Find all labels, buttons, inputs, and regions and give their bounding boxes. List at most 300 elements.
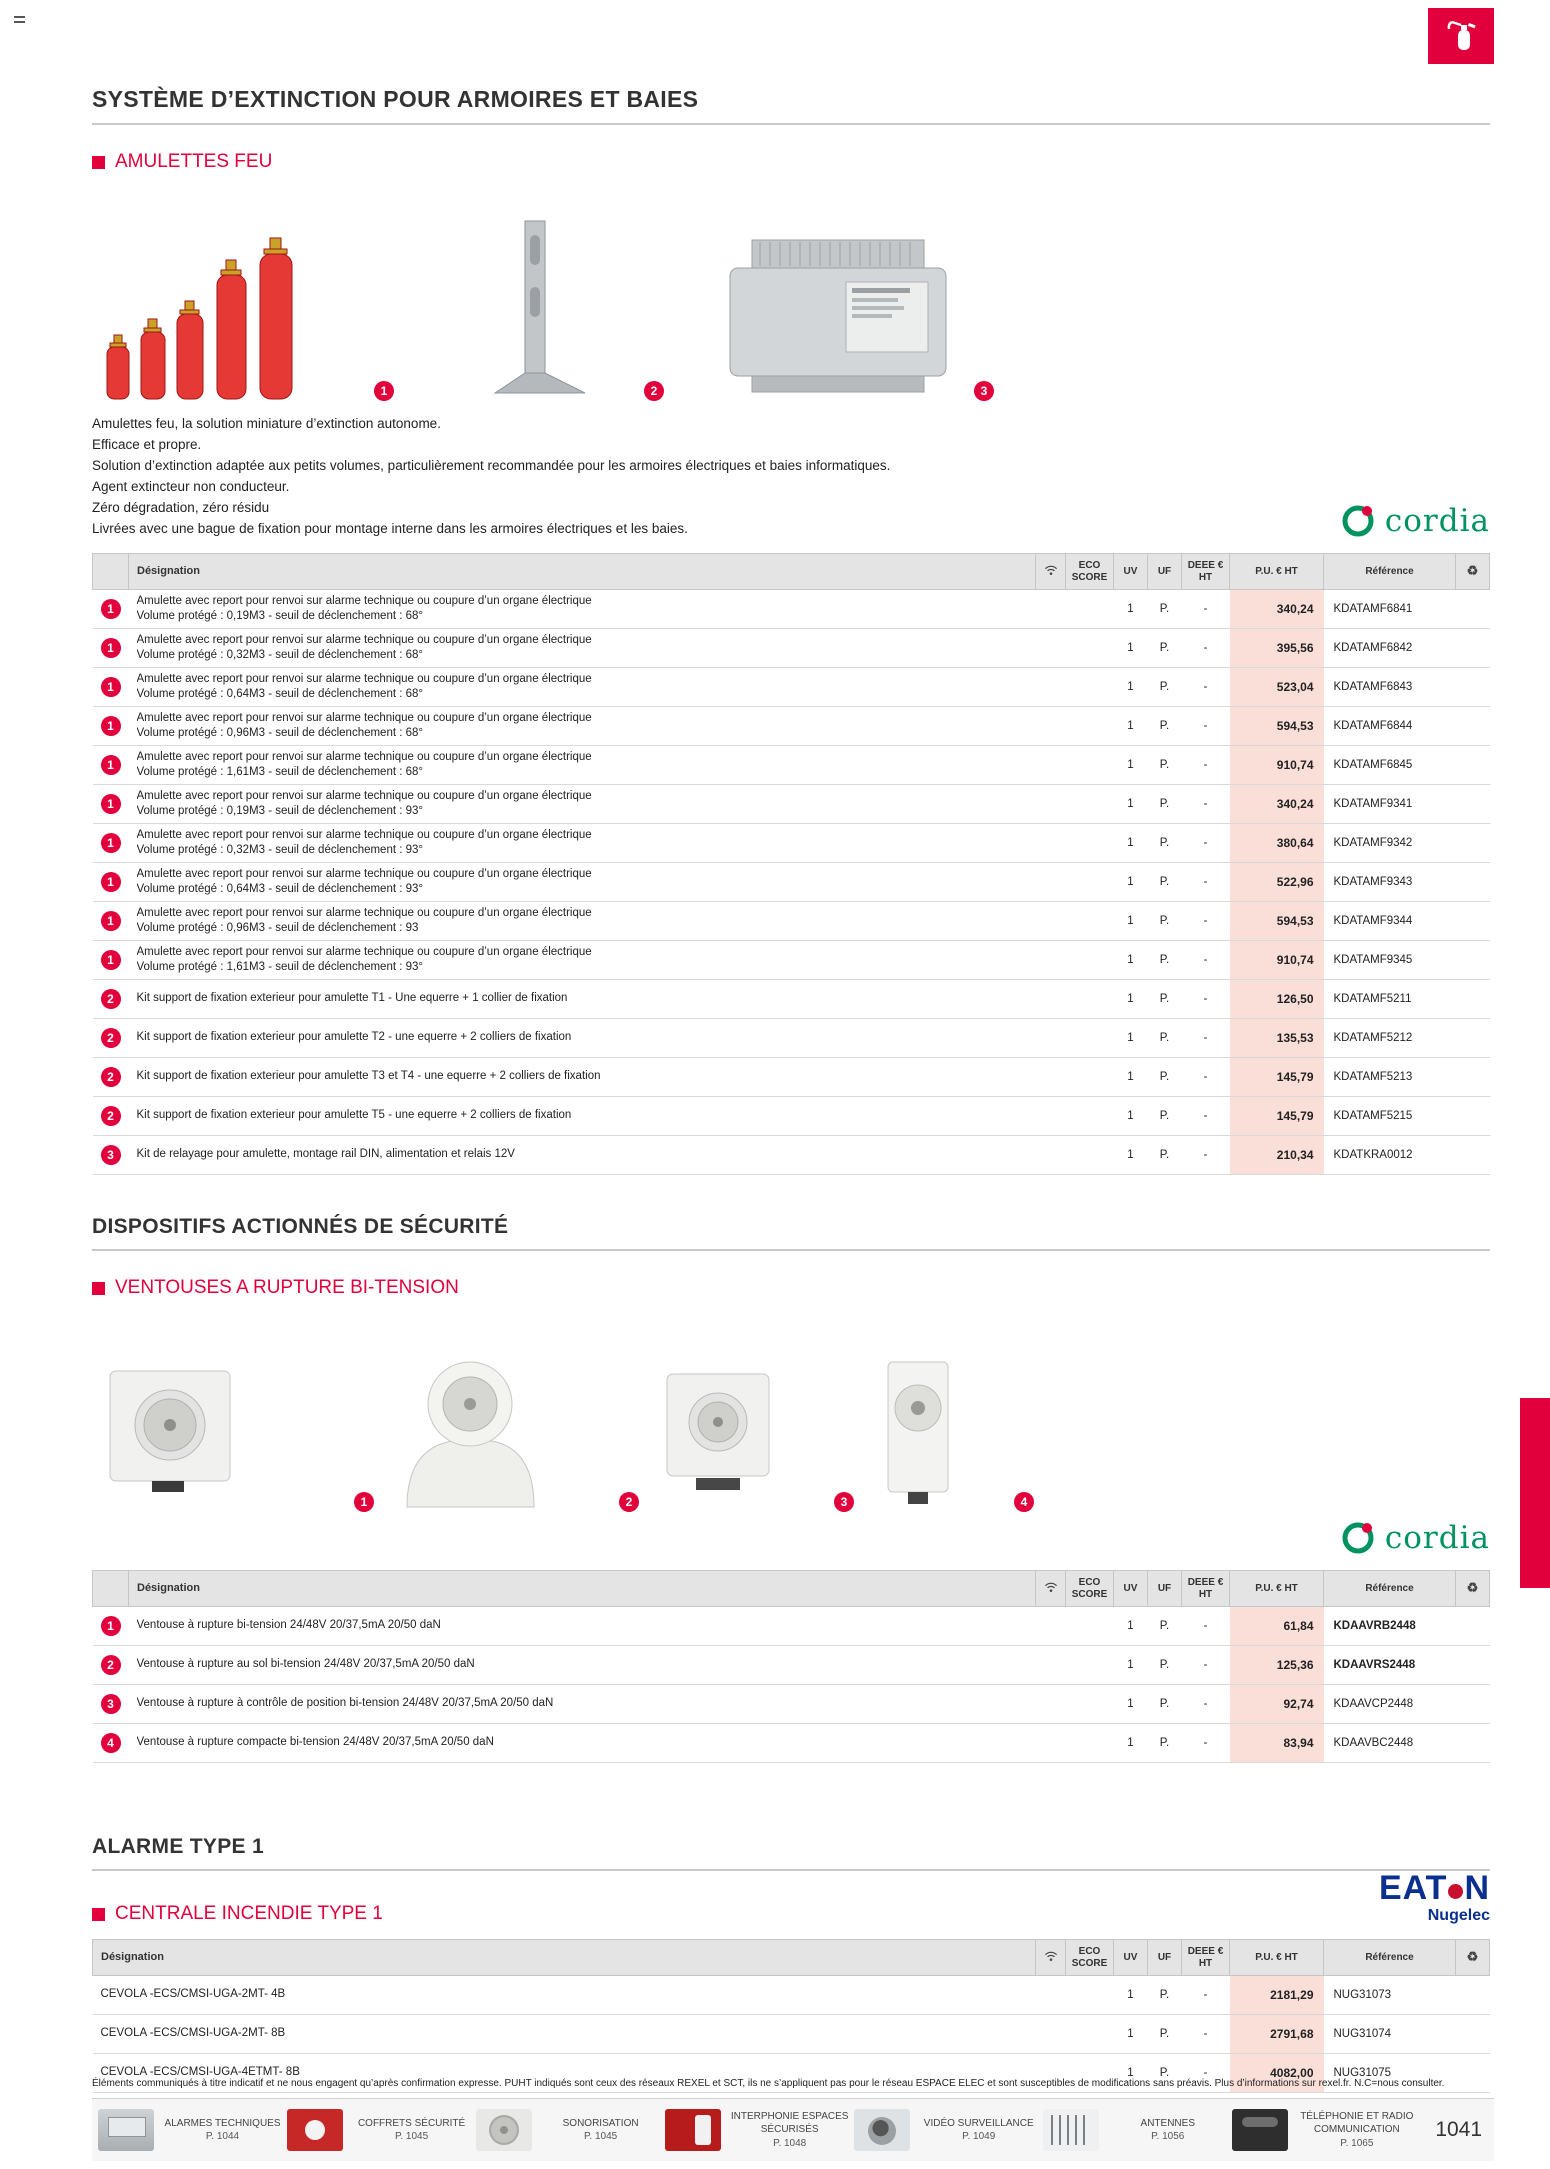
uf-cell: P. <box>1148 707 1182 746</box>
reference-header: Référence <box>1324 1571 1456 1607</box>
eco-label-cell <box>1456 629 1490 668</box>
badge-cell <box>93 824 129 863</box>
table-header <box>93 1940 1490 1976</box>
ventouse-compacte-product-image <box>862 1354 974 1514</box>
eco-score-header: ECO SCORE <box>1066 1571 1114 1607</box>
signal-cell <box>1036 1058 1066 1097</box>
uf-cell: P. <box>1148 1646 1182 1685</box>
designation-cell: Kit de relayage pour amulette, montage rail DIN, alimentation et relais 12V <box>129 1136 1036 1175</box>
badge-cell <box>93 1097 129 1136</box>
chapter-nav-label: ANTENNES <box>1140 2117 1195 2129</box>
page-title: SYSTÈME D’EXTINCTION POUR ARMOIRES ET BAIES <box>92 86 1490 125</box>
uv-cell: 1 <box>1114 902 1148 941</box>
table-row <box>93 941 1490 980</box>
eco-score-cell <box>1066 629 1114 668</box>
price-cell: 2791,68 <box>1230 2015 1324 2054</box>
table-row <box>93 1097 1490 1136</box>
page-edge-tab <box>1520 1398 1550 1588</box>
uv-cell: 1 <box>1114 1058 1148 1097</box>
signal-cell <box>1036 941 1066 980</box>
table-row <box>93 1724 1490 1763</box>
table-row <box>93 863 1490 902</box>
badge-cell <box>93 863 129 902</box>
item-number-badge: 2 <box>101 1067 121 1087</box>
eco-label-cell <box>1456 980 1490 1019</box>
deee-cell: - <box>1182 1097 1230 1136</box>
eco-label-cell <box>1456 1976 1490 2015</box>
uf-cell: P. <box>1148 785 1182 824</box>
signal-cell <box>1036 785 1066 824</box>
eco-score-cell <box>1066 1019 1114 1058</box>
price-header: P.U. € HT <box>1230 554 1324 590</box>
reference-cell: KDAAVRS2448 <box>1324 1646 1456 1685</box>
price-cell: 340,24 <box>1230 785 1324 824</box>
designation-cell: Amulette avec report pour renvoi sur alarme technique ou coupure d’un organe électrique Volume protégé : 1,61M3 - seuil de déclenchement : 68° <box>129 746 1036 785</box>
eaton-dot-icon <box>1448 1884 1463 1899</box>
badge-column-header <box>93 554 129 590</box>
signal-cell <box>1036 1724 1066 1763</box>
uf-cell: P. <box>1148 2015 1182 2054</box>
item-number-badge: 2 <box>101 1106 121 1126</box>
price-cell: 523,04 <box>1230 668 1324 707</box>
fire-extinguisher-icon <box>1444 18 1478 54</box>
reference-cell: KDATAMF9344 <box>1324 902 1456 941</box>
eco-label-cell <box>1456 668 1490 707</box>
price-cell: 125,36 <box>1230 1646 1324 1685</box>
subsection-ventouses <box>92 1277 1490 1299</box>
signal-cell <box>1036 2015 1066 2054</box>
deee-cell: - <box>1182 2015 1230 2054</box>
eco-score-cell <box>1066 824 1114 863</box>
reference-cell: KDATAMF9342 <box>1324 824 1456 863</box>
table-row <box>93 590 1490 629</box>
eco-label-cell <box>1456 785 1490 824</box>
chapter-tab <box>1428 8 1494 64</box>
uv-cell: 1 <box>1114 1724 1148 1763</box>
uf-cell: P. <box>1148 941 1182 980</box>
eco-score-cell <box>1066 941 1114 980</box>
deee-cell: - <box>1182 707 1230 746</box>
chapter-nav-page-ref: P. 1044 <box>205 2131 240 2142</box>
uf-cell: P. <box>1148 824 1182 863</box>
chapter-nav-page-ref: P. 1045 <box>584 2131 618 2142</box>
bullet-square-icon <box>92 1282 105 1295</box>
eco-score-cell <box>1066 785 1114 824</box>
table-row <box>93 1976 1490 2015</box>
ventouse-product-image <box>92 1359 257 1514</box>
badge-cell <box>93 1136 129 1175</box>
signal-icon <box>1036 1940 1066 1976</box>
price-cell: 4082,00 <box>1230 2054 1324 2093</box>
chapter-nav-text <box>1107 2117 1228 2144</box>
item-number-badge: 2 <box>101 1655 121 1675</box>
chapter-nav-page-ref: P. 1049 <box>962 2131 996 2142</box>
price-header: P.U. € HT <box>1230 1571 1324 1607</box>
reference-cell: KDATAMF5215 <box>1324 1097 1456 1136</box>
chapter-nav-item[interactable] <box>1043 2109 1228 2151</box>
eco-score-cell <box>1066 1607 1114 1646</box>
ventouses-table <box>92 1570 1490 1763</box>
subsection-amulettes-feu <box>92 151 1490 173</box>
page-number: 1041 <box>1435 2118 1483 2141</box>
eco-label-cell <box>1456 1097 1490 1136</box>
chapter-thumbnail-icon <box>476 2109 532 2151</box>
product-figure-ventouse-3 <box>647 1309 862 1514</box>
product-figure-ventouse-4 <box>862 1309 1042 1514</box>
cordia-logo-icon <box>1340 1520 1376 1556</box>
uf-cell: P. <box>1148 1097 1182 1136</box>
table-row <box>93 1685 1490 1724</box>
reference-cell: KDATAMF6845 <box>1324 746 1456 785</box>
amulettes-product-image <box>92 198 322 403</box>
price-cell: 380,64 <box>1230 824 1324 863</box>
signal-cell <box>1036 707 1066 746</box>
uv-cell: 1 <box>1114 1646 1148 1685</box>
table-row <box>93 629 1490 668</box>
chapter-nav-label: INTERPHONIE ESPACES SÉCURISÉS <box>730 2110 849 2136</box>
deee-cell: - <box>1182 2054 1230 2093</box>
chapter-nav-item[interactable] <box>287 2109 472 2151</box>
deee-cell: - <box>1182 902 1230 941</box>
eco-label-cell <box>1456 941 1490 980</box>
chapter-nav-page-ref: P. 1065 <box>1340 2137 1374 2149</box>
chapter-thumbnail-icon <box>1232 2109 1288 2151</box>
badge-cell <box>93 668 129 707</box>
eco-score-cell <box>1066 1724 1114 1763</box>
product-figure-ventouse-1 <box>92 1309 382 1514</box>
signal-cell <box>1036 1136 1066 1175</box>
signal-cell <box>1036 1976 1066 2015</box>
reference-cell: KDATAMF9341 <box>1324 785 1456 824</box>
chapter-nav-item[interactable] <box>476 2109 661 2151</box>
designation-cell: Kit support de fixation exterieur pour amulette T3 et T4 - une equerre + 2 colliers de fixation <box>129 1058 1036 1097</box>
table-row <box>93 2015 1490 2054</box>
reference-cell: KDATAMF6844 <box>1324 707 1456 746</box>
badge-cell <box>93 746 129 785</box>
designation-cell: Amulette avec report pour renvoi sur alarme technique ou coupure d’un organe électrique Volume protégé : 0,32M3 - seuil de déclenchement : 68° <box>129 629 1036 668</box>
table-row <box>93 824 1490 863</box>
designation-cell: Ventouse à rupture à contrôle de position bi-tension 24/48V 20/37,5mA 20/50 daN <box>129 1685 1036 1724</box>
price-cell: 2181,29 <box>1230 1976 1324 2015</box>
table-row <box>93 1019 1490 1058</box>
deee-cell: - <box>1182 629 1230 668</box>
badge-column-header <box>93 1571 129 1607</box>
chapter-nav-item[interactable] <box>854 2109 1039 2151</box>
uv-cell: 1 <box>1114 590 1148 629</box>
price-cell: 145,79 <box>1230 1097 1324 1136</box>
signal-cell <box>1036 668 1066 707</box>
signal-cell <box>1036 1097 1066 1136</box>
product-figure-din-module <box>672 183 1002 403</box>
cordia-logo-icon <box>1340 503 1376 539</box>
eco-label-icon: ♻ <box>1456 1940 1490 1976</box>
price-cell: 145,79 <box>1230 1058 1324 1097</box>
uv-header: UV <box>1114 554 1148 590</box>
badge-cell <box>93 629 129 668</box>
item-number-badge: 2 <box>644 381 664 401</box>
item-number-badge: 1 <box>101 755 121 775</box>
chapter-nav-text <box>1296 2110 1417 2151</box>
description-line: Zéro dégradation, zéro résidu <box>92 500 270 515</box>
designation-cell: Amulette avec report pour renvoi sur alarme technique ou coupure d’un organe électrique Volume protégé : 0,96M3 - seuil de déclenchement : 93 <box>129 902 1036 941</box>
table-header <box>93 554 1490 590</box>
item-number-badge: 1 <box>101 794 121 814</box>
deee-cell: - <box>1182 1685 1230 1724</box>
reference-header: Référence <box>1324 554 1456 590</box>
designation-cell: Amulette avec report pour renvoi sur alarme technique ou coupure d’un organe électrique Volume protégé : 0,64M3 - seuil de déclenchement : 93° <box>129 863 1036 902</box>
designation-cell: Kit support de fixation exterieur pour amulette T5 - une equerre + 2 colliers de fixation <box>129 1097 1036 1136</box>
chapter-nav-label: VIDÉO SURVEILLANCE <box>923 2117 1034 2129</box>
designation-cell: CEVOLA -ECS/CMSI-UGA-2MT- 8B <box>93 2015 1036 2054</box>
eco-label-cell <box>1456 1607 1490 1646</box>
eaton-nugelec-logo <box>1379 1871 1490 1925</box>
uv-cell: 1 <box>1114 2015 1148 2054</box>
deee-cell: - <box>1182 668 1230 707</box>
chapter-nav-page-ref: P. 1048 <box>773 2137 807 2149</box>
page-footer <box>92 2077 1494 2161</box>
bullet-square-icon <box>92 1908 105 1921</box>
eco-label-cell <box>1456 707 1490 746</box>
reference-cell: KDATAMF5211 <box>1324 980 1456 1019</box>
item-number-badge: 1 <box>101 833 121 853</box>
chapter-thumbnail-icon <box>665 2109 721 2151</box>
description-line: Livrées avec une bague de fixation pour montage interne dans les armoires électriques et les baies. <box>92 521 688 536</box>
chapter-nav-label: COFFRETS SÉCURITÉ <box>357 2117 466 2129</box>
uf-cell: P. <box>1148 2054 1182 2093</box>
description-text <box>92 413 1340 539</box>
eco-label-cell <box>1456 824 1490 863</box>
uf-cell: P. <box>1148 629 1182 668</box>
chapter-nav-text <box>729 2110 850 2151</box>
cordia-logo-text: cordia <box>1384 502 1490 539</box>
chapter-nav-page-ref: P. 1045 <box>394 2131 429 2142</box>
description-line: Solution d’extinction adaptée aux petits volumes, particulièrement recommandée pour les armoires électriques et baies informatiques. <box>92 458 891 473</box>
cordia-logo <box>1340 503 1490 539</box>
uv-cell: 1 <box>1114 1685 1148 1724</box>
deee-header: DEEE € HT <box>1182 554 1230 590</box>
badge-cell <box>93 785 129 824</box>
item-number-badge: 3 <box>101 1145 121 1165</box>
deee-cell: - <box>1182 980 1230 1019</box>
price-cell: 210,34 <box>1230 1136 1324 1175</box>
deee-cell: - <box>1182 1058 1230 1097</box>
signal-cell <box>1036 1019 1066 1058</box>
signal-cell <box>1036 1607 1066 1646</box>
chapter-thumbnail-icon <box>854 2109 910 2151</box>
uf-cell: P. <box>1148 1607 1182 1646</box>
signal-cell <box>1036 746 1066 785</box>
reference-cell: KDATAMF6843 <box>1324 668 1456 707</box>
reference-cell: NUG31075 <box>1324 2054 1456 2093</box>
reference-cell: KDATAMF6841 <box>1324 590 1456 629</box>
eco-label-cell <box>1456 2015 1490 2054</box>
signal-cell <box>1036 863 1066 902</box>
amulettes-figures <box>92 183 1490 403</box>
ventouses-figures <box>92 1309 1490 1514</box>
uv-cell: 1 <box>1114 1019 1148 1058</box>
eco-score-cell <box>1066 902 1114 941</box>
signal-icon <box>1036 554 1066 590</box>
deee-cell: - <box>1182 746 1230 785</box>
chapter-nav-item[interactable] <box>665 2109 850 2151</box>
badge-cell <box>93 1646 129 1685</box>
price-header: P.U. € HT <box>1230 1940 1324 1976</box>
deee-cell: - <box>1182 1607 1230 1646</box>
uf-cell: P. <box>1148 1058 1182 1097</box>
item-number-badge: 3 <box>101 1694 121 1714</box>
reference-cell: KDAAVBC2448 <box>1324 1724 1456 1763</box>
reference-cell: KDATAMF9343 <box>1324 863 1456 902</box>
table-header <box>93 1571 1490 1607</box>
signal-cell <box>1036 980 1066 1019</box>
eco-label-icon: ♻ <box>1456 1571 1490 1607</box>
badge-cell <box>93 1019 129 1058</box>
badge-cell <box>93 707 129 746</box>
signal-cell <box>1036 824 1066 863</box>
item-number-badge: 4 <box>101 1733 121 1753</box>
item-number-badge: 4 <box>1014 1492 1034 1512</box>
uv-cell: 1 <box>1114 1607 1148 1646</box>
item-number-badge: 1 <box>101 1616 121 1636</box>
item-number-badge: 2 <box>619 1492 639 1512</box>
uf-header: UF <box>1148 1940 1182 1976</box>
designation-header: Désignation <box>129 554 1036 590</box>
subsection-title: AMULETTES FEU <box>115 151 273 172</box>
signal-cell <box>1036 590 1066 629</box>
item-number-badge: 1 <box>101 677 121 697</box>
item-number-badge: 2 <box>101 1028 121 1048</box>
table-row <box>93 668 1490 707</box>
reference-cell: KDATAMF5212 <box>1324 1019 1456 1058</box>
uv-cell: 1 <box>1114 1136 1148 1175</box>
uf-cell: P. <box>1148 1685 1182 1724</box>
uf-header: UF <box>1148 1571 1182 1607</box>
uv-cell: 1 <box>1114 863 1148 902</box>
badge-cell <box>93 941 129 980</box>
eco-score-cell <box>1066 1058 1114 1097</box>
uf-cell: P. <box>1148 1019 1182 1058</box>
price-cell: 910,74 <box>1230 746 1324 785</box>
price-cell: 594,53 <box>1230 902 1324 941</box>
uf-cell: P. <box>1148 1976 1182 2015</box>
uf-cell: P. <box>1148 980 1182 1019</box>
signal-cell <box>1036 1646 1066 1685</box>
uf-cell: P. <box>1148 668 1182 707</box>
reference-cell: KDATKRA0012 <box>1324 1136 1456 1175</box>
reference-cell: KDATAMF6842 <box>1324 629 1456 668</box>
chapter-nav-label: TÉLÉPHONIE ET RADIO COMMUNICATION <box>1300 2110 1414 2136</box>
designation-cell: Ventouse à rupture bi-tension 24/48V 20/37,5mA 20/50 daN <box>129 1607 1036 1646</box>
deee-header: DEEE € HT <box>1182 1571 1230 1607</box>
item-number-badge: 1 <box>374 381 394 401</box>
uv-cell: 1 <box>1114 629 1148 668</box>
chapter-nav-item[interactable] <box>98 2109 283 2151</box>
table-row <box>93 1136 1490 1175</box>
item-number-badge: 1 <box>101 716 121 736</box>
uv-header: UV <box>1114 1940 1148 1976</box>
eco-label-cell <box>1456 746 1490 785</box>
eco-score-cell <box>1066 1685 1114 1724</box>
reference-cell: KDAAVRB2448 <box>1324 1607 1456 1646</box>
item-number-badge: 3 <box>974 381 994 401</box>
centrale-incendie-table <box>92 1939 1490 2093</box>
uv-header: UV <box>1114 1571 1148 1607</box>
uf-cell: P. <box>1148 863 1182 902</box>
reference-header: Référence <box>1324 1940 1456 1976</box>
price-cell: 340,24 <box>1230 590 1324 629</box>
price-cell: 92,74 <box>1230 1685 1324 1724</box>
price-cell: 135,53 <box>1230 1019 1324 1058</box>
uv-cell: 1 <box>1114 1097 1148 1136</box>
chapter-nav-page-ref: P. 1056 <box>1151 2131 1185 2142</box>
eco-score-cell <box>1066 1097 1114 1136</box>
badge-cell <box>93 1724 129 1763</box>
signal-cell <box>1036 1685 1066 1724</box>
designation-cell: Amulette avec report pour renvoi sur alarme technique ou coupure d’un organe électrique Volume protégé : 0,64M3 - seuil de déclenchement : 68° <box>129 668 1036 707</box>
price-cell: 910,74 <box>1230 941 1324 980</box>
uv-cell: 1 <box>1114 707 1148 746</box>
description-line: Amulettes feu, la solution miniature d’extinction autonome. <box>92 416 441 431</box>
chapter-thumbnail-icon <box>1043 2109 1099 2151</box>
table-row <box>93 902 1490 941</box>
price-cell: 126,50 <box>1230 980 1324 1019</box>
eco-label-icon: ♻ <box>1456 554 1490 590</box>
eco-score-cell <box>1066 707 1114 746</box>
item-number-badge: 1 <box>354 1492 374 1512</box>
uv-cell: 1 <box>1114 785 1148 824</box>
reference-cell: KDAAVCP2448 <box>1324 1685 1456 1724</box>
eaton-logo-text: EAT N <box>1378 1869 1490 1907</box>
designation-cell: Amulette avec report pour renvoi sur alarme technique ou coupure d’un organe électrique Volume protégé : 0,19M3 - seuil de déclenchement : 68° <box>129 590 1036 629</box>
section-title-dispositifs: DISPOSITIFS ACTIONNÉS DE SÉCURITÉ <box>92 1215 1490 1251</box>
product-figure-bracket <box>402 183 672 403</box>
uf-cell: P. <box>1148 590 1182 629</box>
designation-cell: CEVOLA -ECS/CMSI-UGA-4ETMT- 8B <box>93 2054 1036 2093</box>
chapter-nav-item[interactable] <box>1232 2109 1417 2151</box>
description-line: Efficace et propre. <box>92 437 202 452</box>
deee-cell: - <box>1182 1724 1230 1763</box>
bracket-product-image <box>477 213 597 403</box>
bullet-square-icon <box>92 156 105 169</box>
deee-cell: - <box>1182 1136 1230 1175</box>
price-cell: 61,84 <box>1230 1607 1324 1646</box>
chapter-nav-text <box>918 2117 1039 2144</box>
uv-cell: 1 <box>1114 1976 1148 2015</box>
table-row <box>93 980 1490 1019</box>
eco-label-cell <box>1456 1058 1490 1097</box>
uf-cell: P. <box>1148 746 1182 785</box>
eco-label-cell <box>1456 590 1490 629</box>
eco-score-cell <box>1066 980 1114 1019</box>
chapter-nav-label: ALARMES TECHNIQUES <box>164 2117 281 2129</box>
subsection-title: VENTOUSES A RUPTURE BI-TENSION <box>115 1277 459 1298</box>
deee-cell: - <box>1182 1019 1230 1058</box>
reference-cell: KDATAMF5213 <box>1324 1058 1456 1097</box>
designation-header: Désignation <box>93 1940 1036 1976</box>
chapter-nav-label: SONORISATION <box>562 2117 639 2129</box>
item-number-badge: 3 <box>834 1492 854 1512</box>
deee-cell: - <box>1182 1976 1230 2015</box>
deee-cell: - <box>1182 863 1230 902</box>
badge-cell <box>93 590 129 629</box>
eco-score-cell <box>1066 1136 1114 1175</box>
deee-cell: - <box>1182 1646 1230 1685</box>
item-number-badge: 1 <box>101 911 121 931</box>
uf-cell: P. <box>1148 902 1182 941</box>
section-title-alarme: ALARME TYPE 1 <box>92 1835 1490 1871</box>
item-number-badge: 1 <box>101 599 121 619</box>
amulettes-description-block <box>92 413 1490 539</box>
